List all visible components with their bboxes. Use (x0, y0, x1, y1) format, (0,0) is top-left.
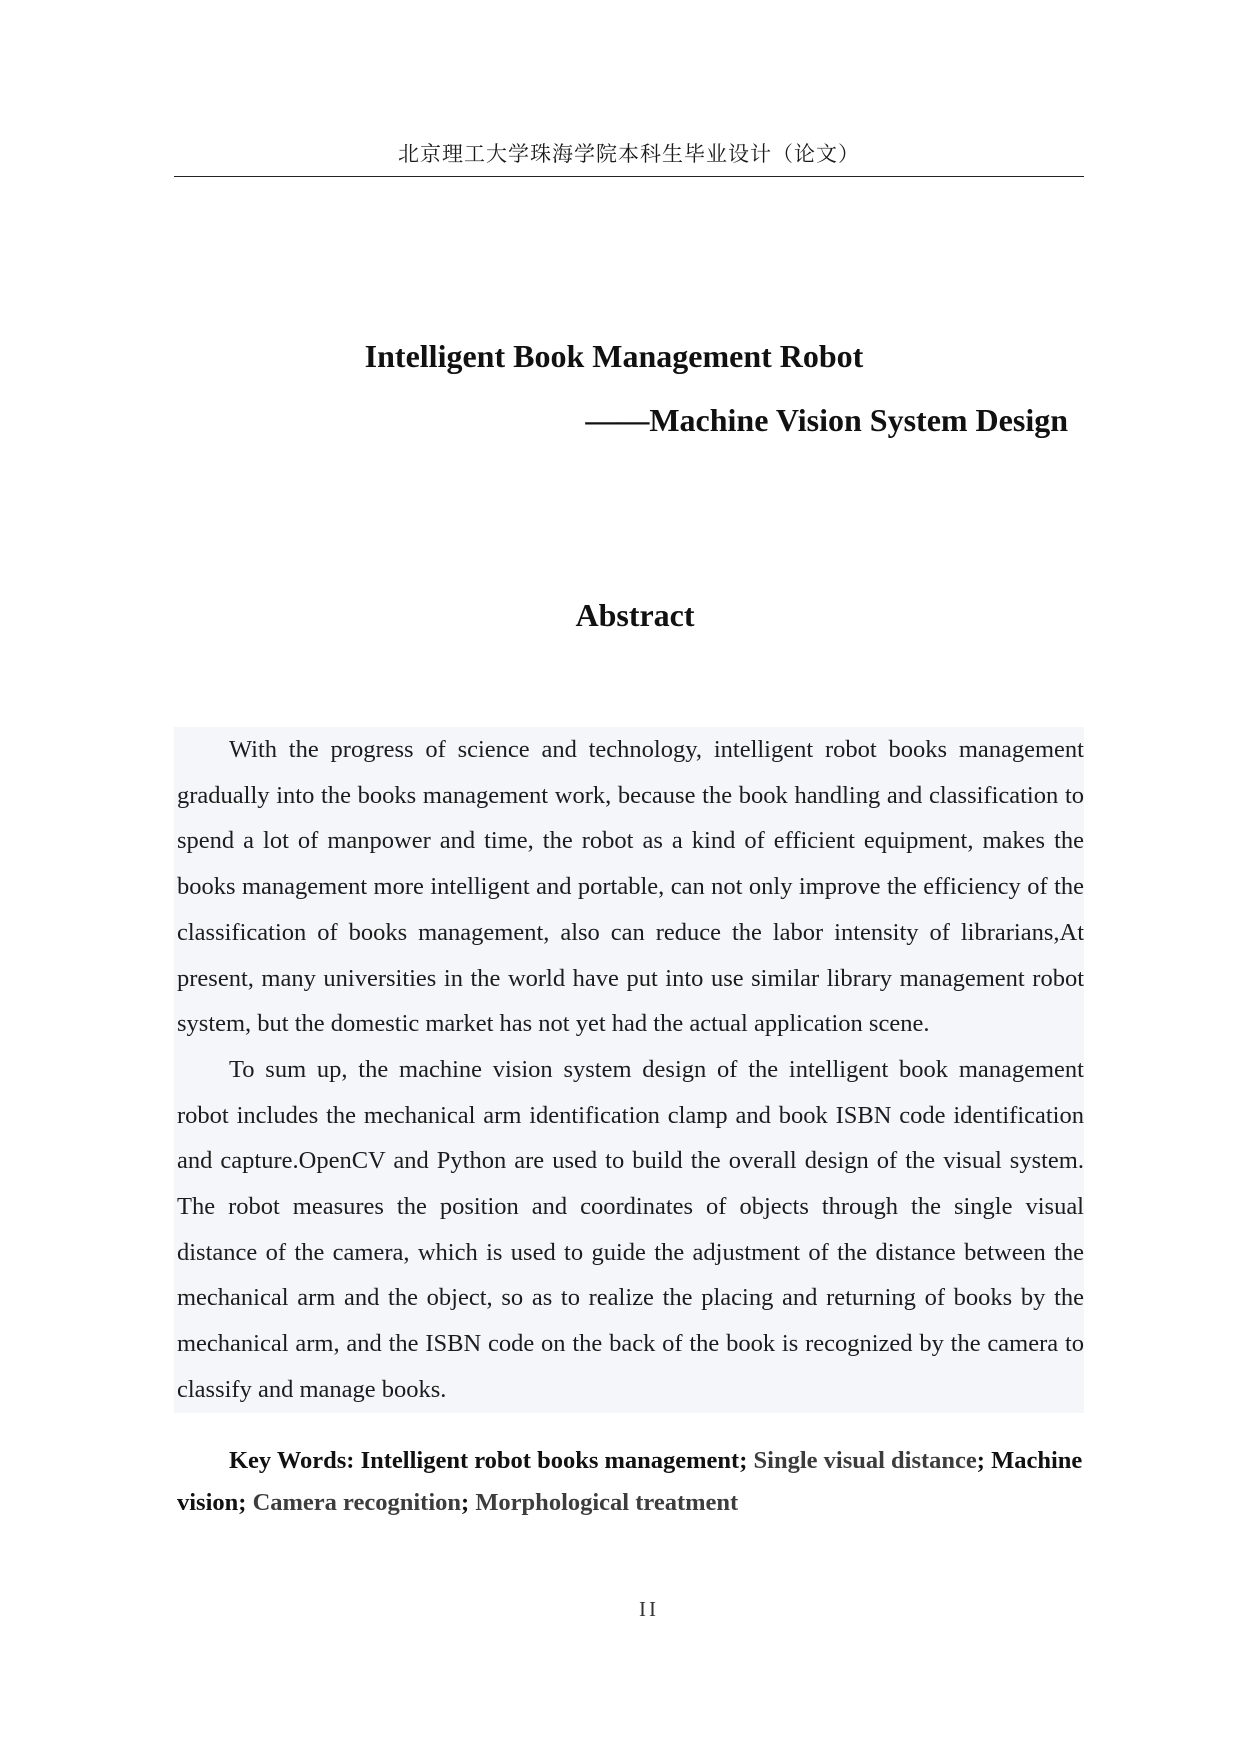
header-rule (174, 176, 1084, 177)
keyword-separator: ; (461, 1489, 470, 1516)
abstract-paragraph-1: With the progress of science and technology, intelligent robot books management gradually into the books management work, because the book handling and classification to spend a lot of manpower and time, the robot as a kind of efficient equipment, makes the books management more intelligent and portable, can not only improve the efficiency of the classification of books management, also can reduce the labor intensity of librarians,At present, many universities in the world have put into use similar library management robot system, but the domestic market has not yet had the actual application scene. (177, 736, 1084, 1038)
keyword-item: Single visual distance (753, 1447, 977, 1474)
abstract-body (174, 727, 1084, 1413)
keyword-item: Intelligent robot books management (360, 1447, 740, 1474)
keyword-separator: ; (238, 1489, 247, 1516)
keywords-label: Key Words: (229, 1447, 355, 1474)
page-number: II (639, 1597, 659, 1621)
keyword-item: Machine vision (177, 1447, 1083, 1516)
running-header: 北京理工大学珠海学院本科生毕业设计（论文） (398, 142, 860, 166)
keyword-separator: ; (976, 1447, 985, 1474)
thesis-title: Intelligent Book Management Robot (364, 338, 864, 374)
abstract-paragraph-2: To sum up, the machine vision system design of the intelligent book management robot includes the mechanical arm identification clamp and book ISBN code identification and capture.OpenCV and Python are used to build the overall design of the visual system. The robot measures the position and coordinates of objects through the single visual distance of the camera, which is used to guide the adjustment of the distance between the mechanical arm and the object, so as to realize the placing and returning of books by the mechanical arm, and the ISBN code on the back of the book is recognized by the camera to classify and manage books. (177, 1055, 1084, 1403)
keywords-line (177, 1440, 1097, 1524)
abstract-heading: Abstract (575, 597, 695, 633)
keyword-separator: ; (739, 1447, 748, 1474)
keyword-item: Morphological treatment (475, 1489, 739, 1516)
thesis-subtitle: ——Machine Vision System Design (585, 402, 1068, 438)
keyword-item: Camera recognition (252, 1489, 462, 1516)
